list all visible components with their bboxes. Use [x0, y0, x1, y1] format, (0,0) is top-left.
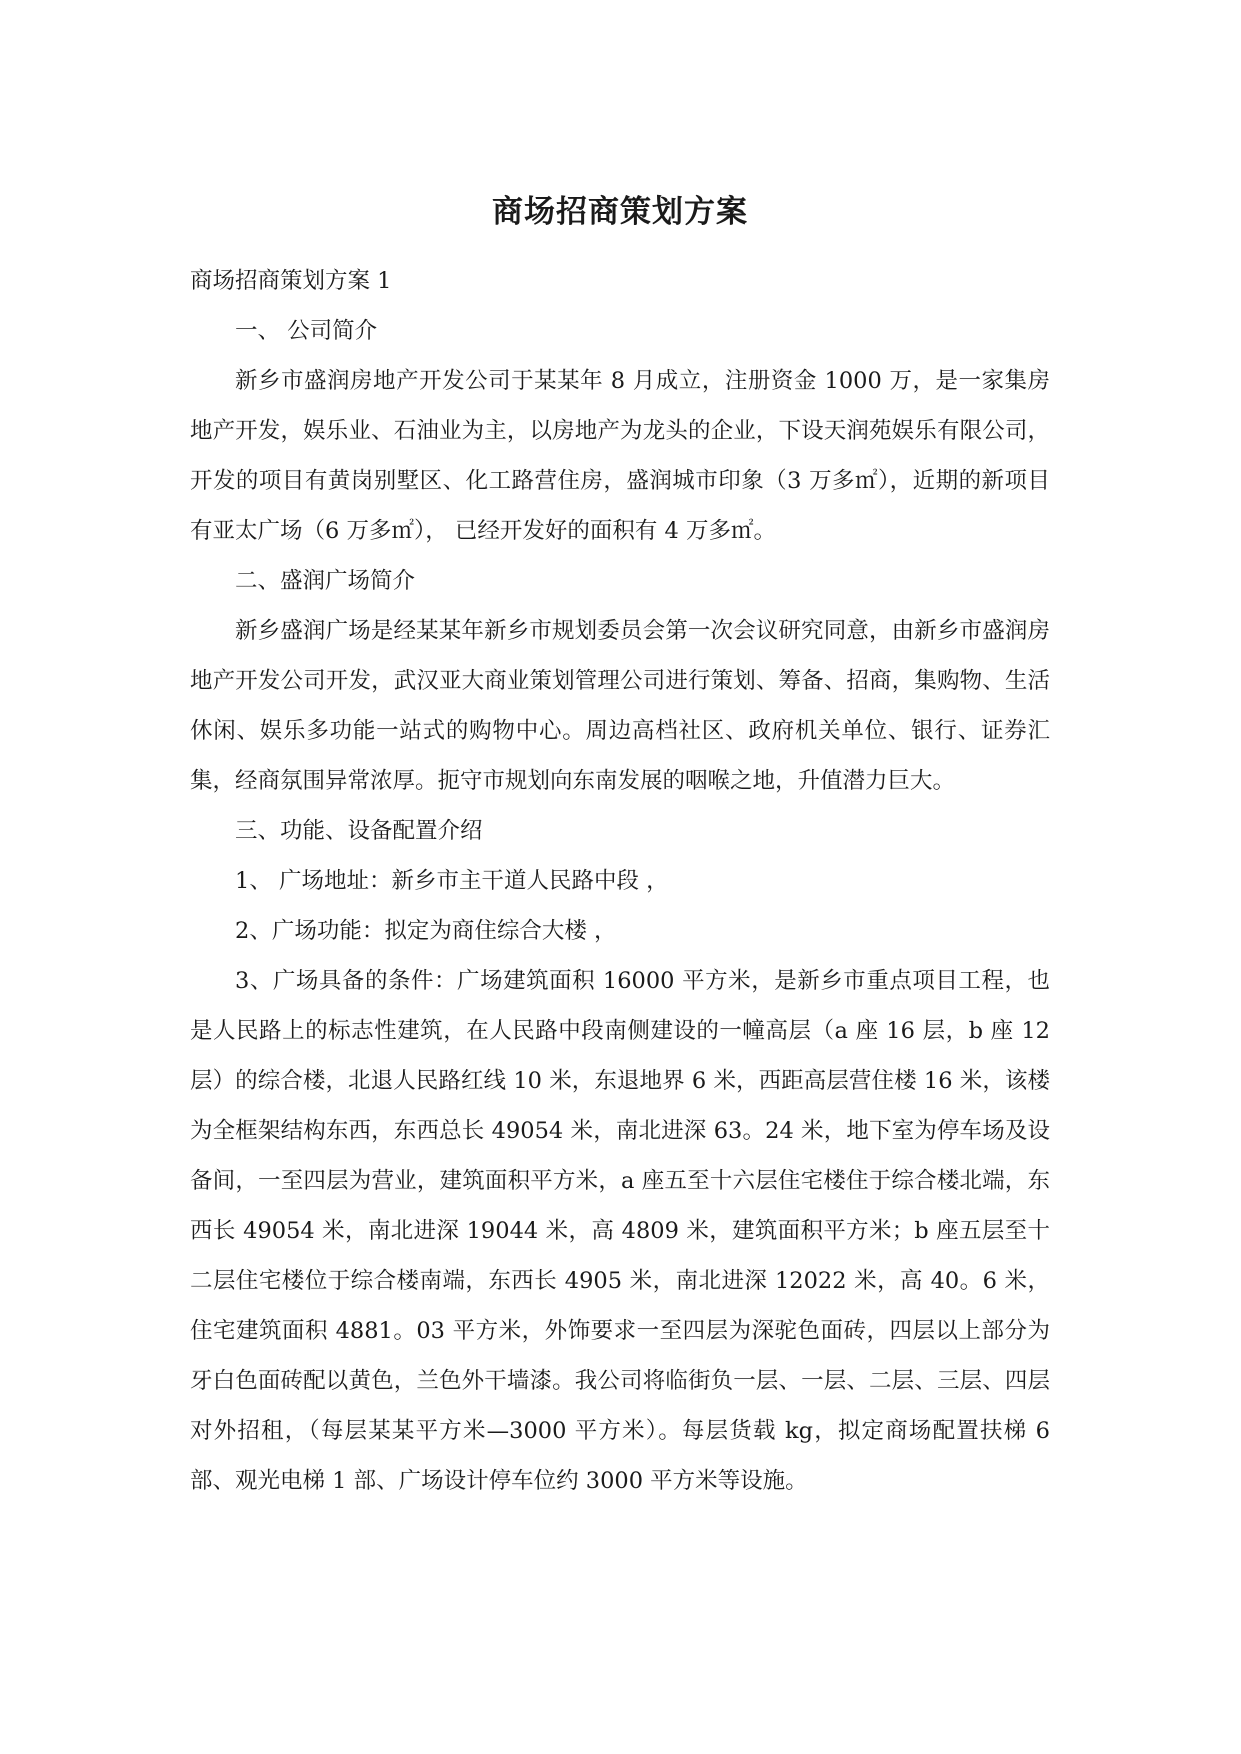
list-item-plaza-conditions: 3、广场具备的条件：广场建筑面积 16000 平方米，是新乡市重点项目工程，也是人民路上的标志性建筑，在人民路中段南侧建设的一幢高层（a 座 16 层，b 座 12 层）的综合楼，北退人民路红线 10 米，东退地界 6 米，西距高层营住楼 16 米，该楼为全框架结构东西，东西总长 49054 米，南北进深 63。24 米，地下室为停车场及设备间，一至四层为营业，建筑面积平方米，a 座五至十六层住宅楼住于综合楼北端，东西长 49054 米，南北进深 19044 米，高 4809 米，建筑面积平方米；b 座五层至十二层住宅楼位于综合楼南端，东西长 4905 米，南北进深 12022 米，高 40。6 米，住宅建筑面积 4881。03 平方米，外饰要求一至四层为深驼色面砖，四层以上部分为牙白色面砖配以黄色，兰色外干墙漆。我公司将临街负一层、一层、二层、三层、四层对外招租，（每层某某平方米—3000 平方米）。每层货载 kg，拟定商场配置扶梯 6 部、观光电梯 1 部、广场设计停车位约 3000 平方米等设施。: [190, 968, 1050, 1494]
list-item-plaza-address: 1、 广场地址：新乡市主干道人民路中段 ，: [235, 868, 669, 894]
heading-function-config: 三、功能、设备配置介绍: [235, 818, 483, 844]
heading-company-intro: 一、 公司简介: [235, 318, 378, 344]
document-body: [190, 190, 1050, 1506]
document-title: 商场招商策划方案: [492, 194, 748, 230]
heading-plaza-intro: 二、盛润广场简介: [235, 568, 416, 594]
document-subtitle: 商场招商策划方案 1: [190, 268, 392, 294]
list-item-plaza-function: 2、广场功能：拟定为商住综合大楼 ，: [235, 918, 617, 944]
paragraph-company-intro: 新乡市盛润房地产开发公司于某某年 8 月成立，注册资金 1000 万，是一家集房地产开发，娱乐业、石油业为主，以房地产为龙头的企业，下设天润苑娱乐有限公司，开发的项目有黄岗别墅区、化工路营住房，盛润城市印象（3 万多㎡），近期的新项目有亚太广场（6 万多㎡）， 已经开发好的面积有 4 万多㎡。: [190, 368, 1050, 544]
paragraph-plaza-intro: 新乡盛润广场是经某某年新乡市规划委员会第一次会议研究同意，由新乡市盛润房地产开发公司开发，武汉亚大商业策划管理公司进行策划、筹备、招商，集购物、生活休闲、娱乐多功能一站式的购物中心。周边高档社区、政府机关单位、银行、证券汇集，经商氛围异常浓厚。扼守市规划向东南发展的咽喉之地，升值潜力巨大。: [190, 618, 1050, 794]
